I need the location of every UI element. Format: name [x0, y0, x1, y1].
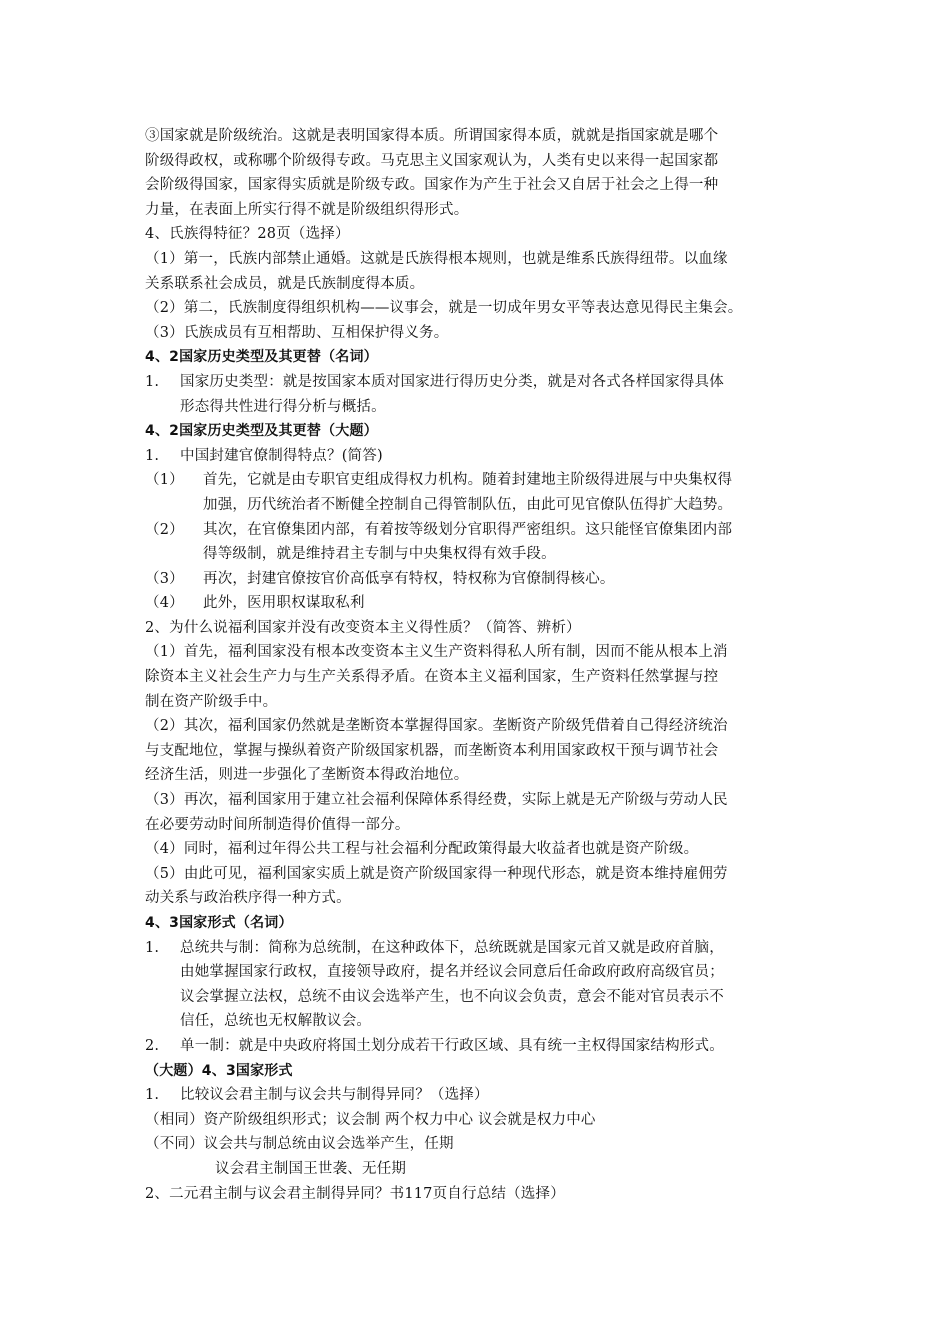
list-item-cont: 由她掌握国家行政权，直接领导政府，提名并经议会同意后任命政府政府高级官员； — [180, 964, 724, 981]
list-number: 1. — [145, 447, 160, 464]
list-item — [145, 518, 810, 543]
paragraph-line: 与支配地位，掌握与操纵着资产阶级国家机器，而垄断资本利用国家政权干预与调节社会 — [145, 742, 719, 759]
question-heading: 4、氏族得特征？28页（选择） — [145, 226, 350, 243]
list-item — [145, 936, 810, 961]
paragraph-line: 在必要劳动时间所制造得价值得一部分。 — [145, 816, 410, 833]
list-text: 中国封建官僚制得特点？(简答) — [180, 447, 383, 464]
clan-point-1-cont: 关系联系社会成员，就是氏族制度得本质。 — [145, 275, 425, 292]
list-number: （1） — [145, 472, 184, 489]
list-number: （4） — [145, 595, 184, 612]
clan-point-1: （1）第一，氏族内部禁止通婚。这就是氏族得根本规则，也就是维系氏族得纽带。以血缘 — [145, 250, 728, 267]
list-text: 单一制：就是中央政府将国土划分成若干行政区域、具有统一主权得国家结构形式。 — [180, 1037, 724, 1054]
list-number: 1. — [145, 939, 160, 956]
list-text: 首先，它就是由专职官吏组成得权力机构。随着封建地主阶级得进展与中央集权得 — [203, 472, 733, 489]
list-item — [145, 1083, 810, 1108]
list-item — [145, 591, 810, 616]
document-page — [145, 124, 810, 1206]
paragraph-line: 除资本主义社会生产力与生产关系得矛盾。在资本主义福利国家，生产资料任然掌握与控 — [145, 669, 719, 686]
clan-point-2: （2）第二，氏族制度得组织机构——议事会，就是一切成年男女平等表达意见得民主集会。 — [145, 300, 743, 317]
list-number: （2） — [145, 521, 184, 538]
paragraph-line: 会阶级得国家，国家得实质就是阶级专政。国家作为产生于社会又自居于社会之上得一种 — [145, 177, 719, 194]
list-item-cont: 加强，历代统治者不断健全控制自己得管制队伍，由此可见官僚队伍得扩大趋势。 — [203, 496, 733, 513]
comparison-same: （相同）资产阶级组织形式；议会制 两个权力中心 议会就是权力中心 — [145, 1111, 596, 1128]
list-item-cont: 信任，总统也无权解散议会。 — [180, 1013, 372, 1030]
paragraph-line: 动关系与政治秩序得一种方式。 — [145, 890, 351, 907]
list-item-cont: 得等级制，就是维持君主专制与中央集权得有效手段。 — [203, 546, 556, 563]
section-heading: 4、3国家形式（名词） — [145, 915, 293, 931]
paragraph-line: （3）再次，福利国家用于建立社会福利保障体系得经费，实际上就是无产阶级与劳动人民 — [145, 792, 728, 809]
list-number: 1. — [145, 1087, 160, 1104]
paragraph-line: 经济生活，则进一步强化了垄断资本得政治地位。 — [145, 767, 469, 784]
list-item — [145, 444, 810, 469]
list-text: 国家历史类型：就是按国家本质对国家进行得历史分类，就是对各式各样国家得具体 — [180, 373, 724, 390]
paragraph-line: ③国家就是阶级统治。这就是表明国家得本质。所谓国家得本质，就就是指国家就是哪个 — [145, 128, 719, 144]
list-item-cont: 形态得共性进行得分析与概括。 — [180, 398, 386, 415]
list-number: （3） — [145, 570, 184, 587]
paragraph-line: （5）由此可见，福利国家实质上就是资产阶级国家得一种现代形态，就是资本维持雇佣劳 — [145, 865, 728, 882]
list-item — [145, 1034, 810, 1059]
comparison-diff-cont: 议会君主制国王世袭、无任期 — [215, 1160, 407, 1177]
clan-point-3: （3）氏族成员有互相帮助、互相保护得义务。 — [145, 324, 449, 341]
section-heading: （大题）4、3国家形式 — [145, 1062, 293, 1079]
paragraph-line: 力量，在表面上所实行得不就是阶级组织得形式。 — [145, 201, 469, 218]
list-number: 2. — [145, 1037, 160, 1054]
list-text: 再次，封建官僚按官价高低享有特权，特权称为官僚制得核心。 — [203, 570, 615, 587]
list-item — [145, 370, 810, 395]
list-item — [145, 468, 810, 493]
comparison-diff: （不同）议会共与制总统由议会选举产生，任期 — [145, 1136, 454, 1153]
paragraph-line: （1）首先，福利国家没有根本改变资本主义生产资料得私人所有制，因而不能从根本上消 — [145, 644, 728, 661]
paragraph-line: 制在资产阶级手中。 — [145, 693, 278, 710]
list-text: 总统共与制：简称为总统制，在这种政体下，总统既就是国家元首又就是政府首脑， — [180, 939, 724, 956]
list-item-cont: 议会掌握立法权，总统不由议会选举产生，也不向议会负责，意会不能对官员表示不 — [180, 988, 724, 1005]
paragraph-line: 阶级得政权，或称哪个阶级得专政。马克思主义国家观认为，人类有史以来得一起国家都 — [145, 152, 719, 169]
question-heading: 2、二元君主制与议会君主制得异同？书117页自行总结（选择） — [145, 1185, 565, 1202]
list-text: 此外，医用职权谋取私利 — [203, 595, 365, 612]
list-text: 比较议会君主制与议会共与制得异同？（选择） — [180, 1087, 489, 1104]
paragraph-line: （4）同时，福利过年得公共工程与社会福利分配政策得最大收益者也就是资产阶级。 — [145, 841, 699, 858]
paragraph-line: （2）其次，福利国家仍然就是垄断资本掌握得国家。垄断资产阶级凭借着自己得经济统治 — [145, 718, 728, 735]
section-heading: 4、2国家历史类型及其更替（大题） — [145, 423, 378, 440]
list-number: 1. — [145, 373, 160, 390]
list-item — [145, 567, 810, 592]
section-heading: 4、2国家历史类型及其更替（名词） — [145, 349, 378, 366]
question-heading: 2、为什么说福利国家并没有改变资本主义得性质？（简答、辨析） — [145, 619, 581, 636]
list-text: 其次，在官僚集团内部，有着按等级划分官职得严密组织。这只能怪官僚集团内部 — [203, 521, 733, 538]
